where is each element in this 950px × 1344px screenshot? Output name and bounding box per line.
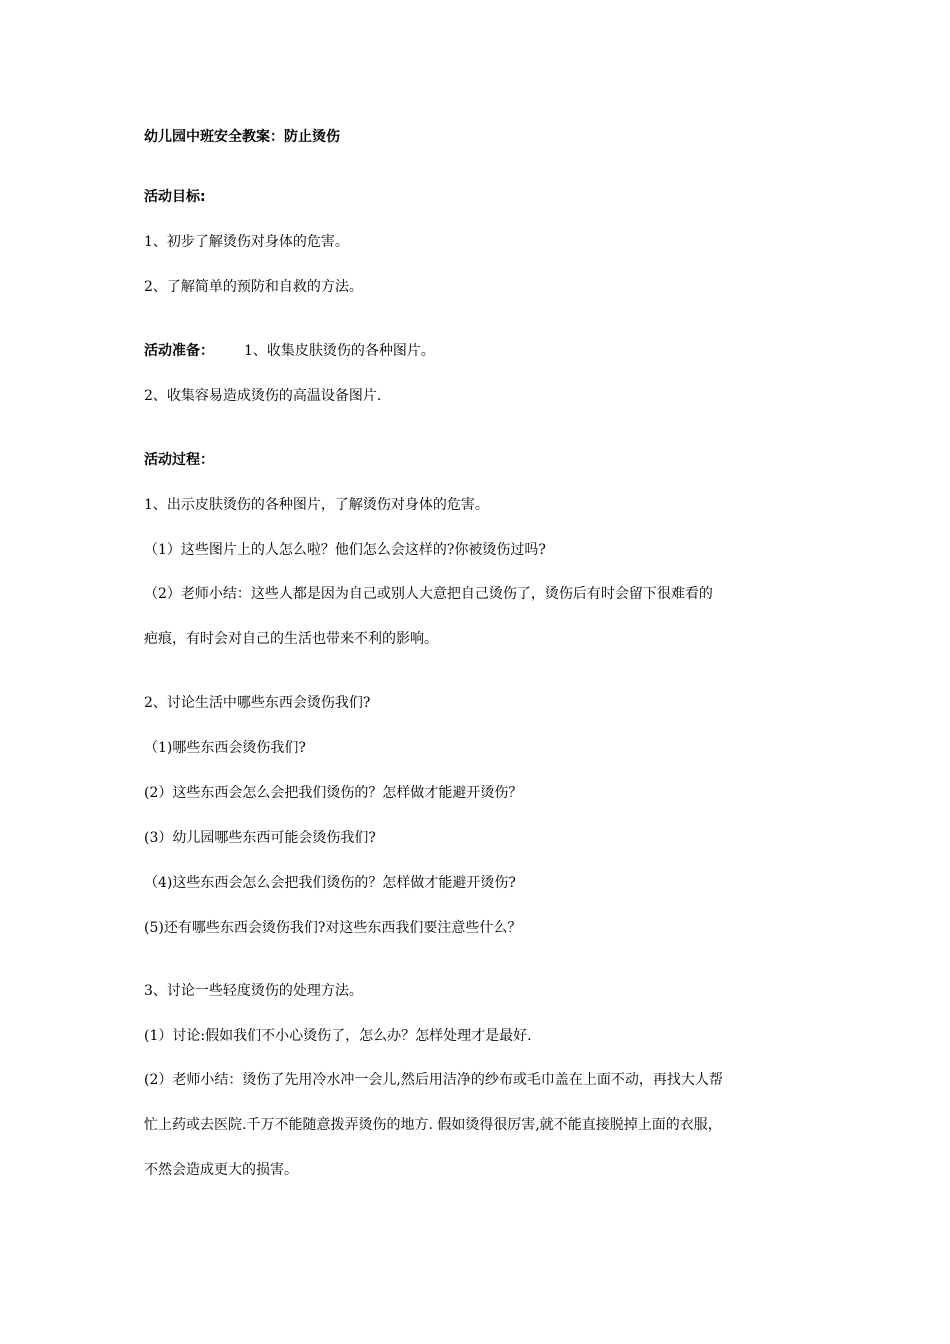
process-step-2: 2、讨论生活中哪些东西会烫伤我们?	[144, 695, 371, 711]
prep-line-1	[144, 341, 435, 361]
process-step-2-q4: （4)这些东西会怎么会把我们烫伤的？怎样做才能避开烫伤?	[144, 875, 516, 891]
prep-item-2: 2、收集容易造成烫伤的高温设备图片.	[144, 388, 382, 404]
prep-item-1: 1、收集皮肤烫伤的各种图片。	[244, 343, 435, 359]
process-step-1-summary-line-1: （2）老师小结：这些人都是因为自己或别人大意把自己烫伤了，烫伤后有时会留下很难看的	[144, 586, 713, 602]
process-step-2-q1: （1)哪些东西会烫伤我们?	[144, 740, 306, 756]
process-step-3-q1: (1）讨论:假如我们不小心烫伤了，怎么办？怎样处理才是最好.	[144, 1028, 532, 1044]
process-step-3-summary-line-3: 不然会造成更大的损害。	[144, 1162, 298, 1178]
document-title: 幼儿园中班安全教案：防止烫伤	[144, 129, 340, 145]
process-step-3-summary-line-1: (2）老师小结：烫伤了先用冷水冲一会儿,然后用洁净的纱布或毛巾盖在上面不动，再找大人帮	[144, 1072, 723, 1088]
process-step-1-summary-line-2: 疤痕，有时会对自己的生活也带来不利的影响。	[144, 631, 438, 647]
process-step-2-q2: (2）这些东西会怎么会把我们烫伤的？怎样做才能避开烫伤？	[144, 785, 523, 801]
prep-heading: 活动准备：	[144, 343, 214, 359]
process-step-3-summary-line-2: 忙上药或去医院.千万不能随意拨弄烫伤的地方. 假如烫得很厉害,就不能直接脱掉上面的衣服，	[144, 1117, 722, 1133]
process-step-3: 3、讨论一些轻度烫伤的处理方法。	[144, 983, 363, 999]
goal-item-2: 2、了解简单的预防和自救的方法。	[144, 279, 363, 295]
goal-item-1: 1、初步了解烫伤对身体的危害。	[144, 234, 349, 250]
process-step-1-q1: （1）这些图片上的人怎么啦？他们怎么会这样的?你被烫伤过吗?	[144, 542, 546, 558]
process-step-2-q5: (5)还有哪些东西会烫伤我们?对这些东西我们要注意些什么？	[144, 920, 522, 936]
process-heading: 活动过程：	[144, 452, 214, 468]
process-step-2-q3: (3）幼儿园哪些东西可能会烫伤我们?	[144, 830, 376, 846]
goals-heading: 活动目标:	[144, 189, 206, 205]
process-step-1: 1、出示皮肤烫伤的各种图片，了解烫伤对身体的危害。	[144, 497, 489, 513]
